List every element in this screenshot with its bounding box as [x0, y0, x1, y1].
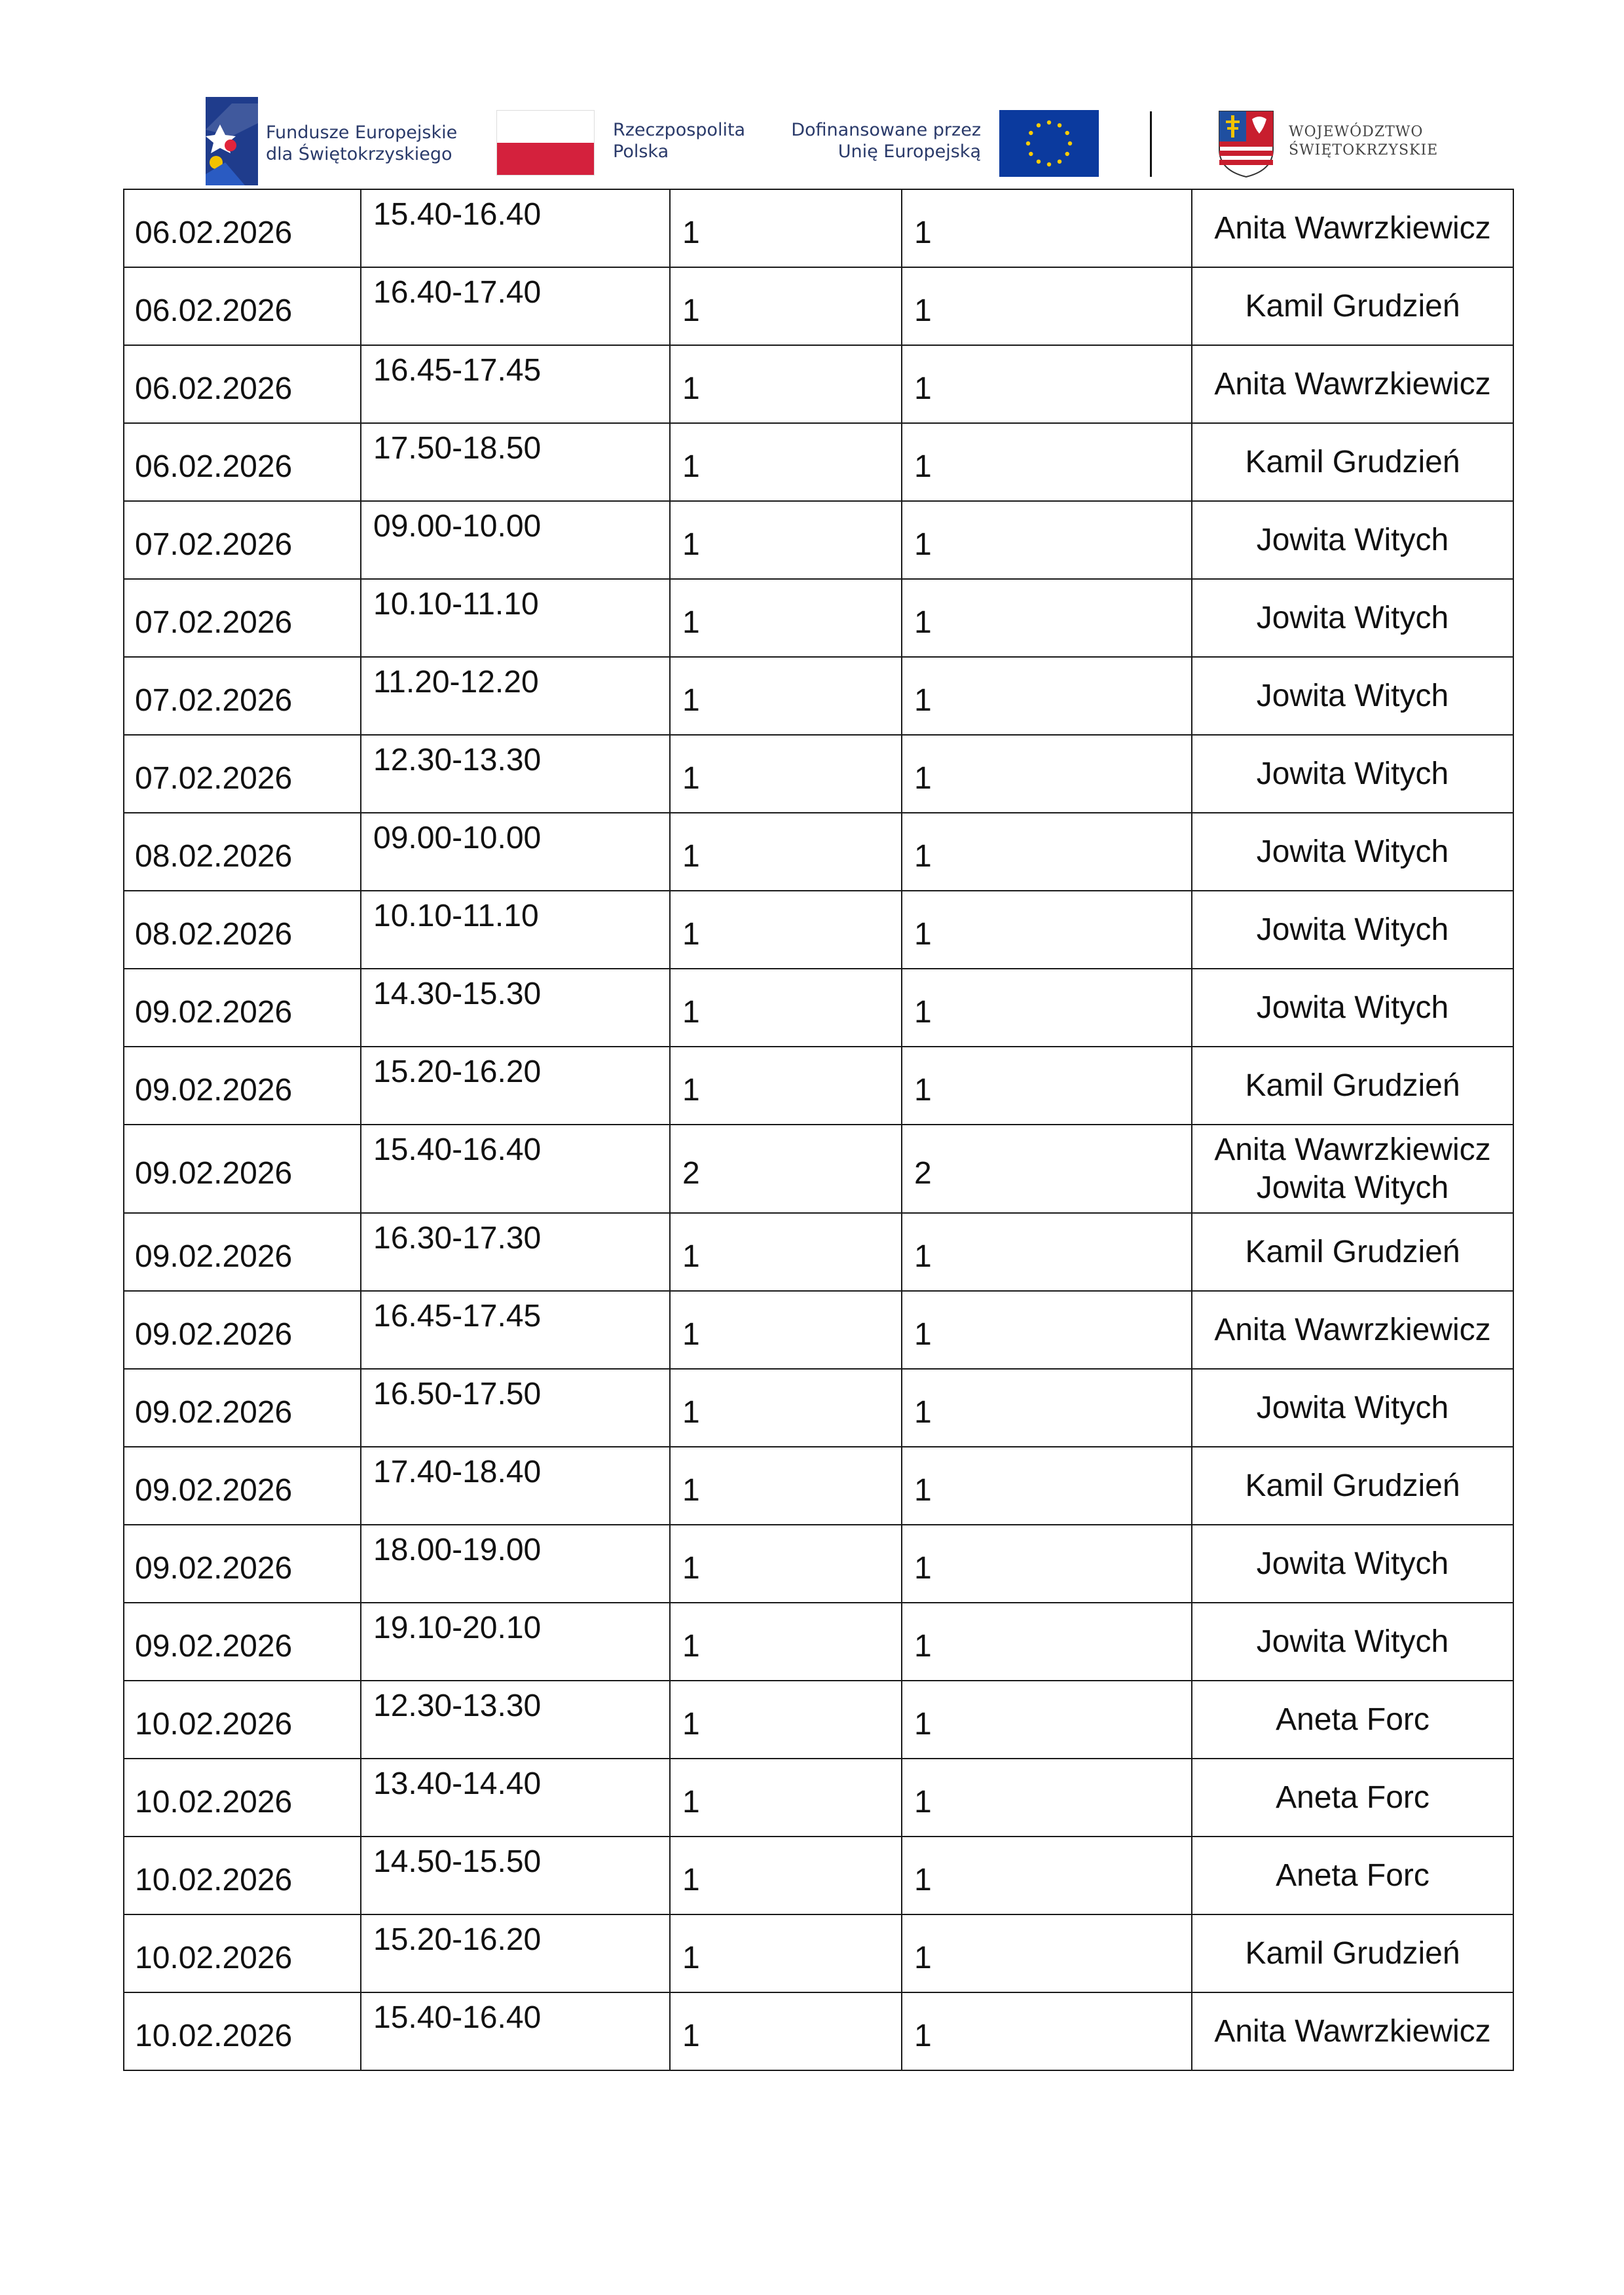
count-cell-1 [670, 1681, 902, 1759]
count-cell-1-text: 1 [682, 1239, 700, 1274]
wojewodztwo-swietokrzyskie-logo [1218, 110, 1441, 182]
ws-logo-line1: WOJEWÓDZTWO [1289, 124, 1424, 140]
time-cell [361, 1992, 670, 2070]
date-cell-text: 09.02.2026 [135, 1156, 293, 1191]
date-cell [124, 1369, 361, 1447]
time-cell [361, 1213, 670, 1291]
table-row [124, 501, 1513, 579]
time-cell [361, 501, 670, 579]
specialist-name: Kamil Grudzień [1245, 1935, 1460, 1971]
table-row [124, 813, 1513, 891]
time-cell-text: 16.45-17.45 [373, 353, 542, 388]
count-cell-2-text: 2 [914, 1156, 932, 1191]
table-row [124, 1291, 1513, 1369]
time-cell [361, 657, 670, 735]
date-cell [124, 813, 361, 891]
date-cell-text: 07.02.2026 [135, 605, 293, 640]
specialist-cell [1192, 423, 1513, 501]
table-row [124, 735, 1513, 813]
specialist-cell [1192, 1125, 1513, 1213]
count-cell-2 [902, 189, 1192, 267]
time-cell-text: 12.30-13.30 [373, 1689, 542, 1723]
count-cell-1-text: 1 [682, 995, 700, 1030]
time-cell-text: 19.10-20.10 [373, 1611, 542, 1645]
count-cell-2 [902, 1369, 1192, 1447]
specialist-cell [1192, 657, 1513, 735]
count-cell-1-text: 1 [682, 839, 700, 874]
count-cell-1-text: 1 [682, 293, 700, 328]
table-row [124, 1837, 1513, 1914]
specialist-name: Jowita Witych [1256, 834, 1449, 869]
specialist-cell [1192, 1369, 1513, 1447]
fe-emblem-icon [206, 97, 258, 185]
date-cell [124, 1603, 361, 1681]
count-cell-1-text: 1 [682, 371, 700, 406]
time-cell [361, 345, 670, 423]
time-cell [361, 1914, 670, 1992]
specialist-cell [1192, 579, 1513, 657]
count-cell-2 [902, 1603, 1192, 1681]
specialist-name: Jowita Witych [1256, 1546, 1449, 1581]
specialist-cell [1192, 189, 1513, 267]
count-cell-2 [902, 969, 1192, 1047]
count-cell-1 [670, 813, 902, 891]
time-cell [361, 1047, 670, 1125]
count-cell-1-text: 1 [682, 1317, 700, 1352]
specialist-cell [1192, 1681, 1513, 1759]
table-row [124, 1047, 1513, 1125]
date-cell [124, 345, 361, 423]
logo-bar [196, 92, 1441, 190]
date-cell [124, 1125, 361, 1213]
time-cell-text: 18.00-19.00 [373, 1533, 542, 1567]
ws-logo-line2: ŚWIĘTOKRZYSKIE [1289, 142, 1439, 159]
date-cell-text: 08.02.2026 [135, 839, 293, 874]
count-cell-2 [902, 1759, 1192, 1837]
count-cell-2-text: 1 [914, 1785, 932, 1819]
count-cell-2-text: 1 [914, 527, 932, 562]
count-cell-1 [670, 189, 902, 267]
count-cell-1-text: 1 [682, 1707, 700, 1742]
count-cell-2-text: 1 [914, 293, 932, 328]
time-cell-text: 09.00-10.00 [373, 509, 542, 544]
specialist-cell [1192, 735, 1513, 813]
specialist-cell [1192, 891, 1513, 969]
specialist-cell [1192, 1525, 1513, 1603]
count-cell-1 [670, 267, 902, 345]
date-cell [124, 189, 361, 267]
time-cell [361, 1447, 670, 1525]
count-cell-1 [670, 735, 902, 813]
count-cell-1-text: 1 [682, 1395, 700, 1430]
time-cell [361, 1369, 670, 1447]
specialist-name: Anita Wawrzkiewicz [1214, 2013, 1491, 2049]
time-cell-text: 13.40-14.40 [373, 1766, 542, 1801]
time-cell-text: 15.40-16.40 [373, 1132, 542, 1167]
count-cell-2-text: 1 [914, 839, 932, 874]
table-row [124, 891, 1513, 969]
count-cell-1 [670, 1992, 902, 2070]
rp-logo-line2: Polska [613, 141, 669, 162]
eu-logo-line2: Unię Europejską [838, 141, 981, 162]
time-cell [361, 1291, 670, 1369]
rzeczpospolita-polska-logo [496, 110, 771, 182]
count-cell-1 [670, 969, 902, 1047]
specialist-name: Jowita Witych [1256, 1170, 1449, 1205]
time-cell [361, 579, 670, 657]
date-cell-text: 07.02.2026 [135, 527, 293, 562]
count-cell-1 [670, 1603, 902, 1681]
count-cell-1 [670, 1369, 902, 1447]
eu-flag-icon [999, 110, 1099, 177]
time-cell [361, 891, 670, 969]
specialist-cell [1192, 1291, 1513, 1369]
date-cell [124, 267, 361, 345]
time-cell-text: 16.50-17.50 [373, 1377, 542, 1411]
table-row [124, 1914, 1513, 1992]
time-cell [361, 1837, 670, 1914]
time-cell [361, 423, 670, 501]
count-cell-2-text: 1 [914, 215, 932, 250]
count-cell-2-text: 1 [914, 449, 932, 484]
logo-separator [1150, 111, 1152, 177]
count-cell-2-text: 1 [914, 1239, 932, 1274]
time-cell [361, 813, 670, 891]
time-cell-text: 10.10-11.10 [373, 587, 539, 622]
count-cell-2-text: 1 [914, 1629, 932, 1664]
count-cell-1-text: 1 [682, 527, 700, 562]
rp-logo-text [613, 119, 745, 162]
count-cell-2 [902, 345, 1192, 423]
count-cell-1-text: 1 [682, 1785, 700, 1819]
date-cell [124, 1992, 361, 2070]
table-row [124, 657, 1513, 735]
count-cell-1 [670, 501, 902, 579]
table-row [124, 1681, 1513, 1759]
count-cell-2-text: 1 [914, 1707, 932, 1742]
time-cell [361, 1681, 670, 1759]
date-cell [124, 1914, 361, 1992]
date-cell-text: 09.02.2026 [135, 1073, 293, 1108]
count-cell-2 [902, 267, 1192, 345]
date-cell-text: 09.02.2026 [135, 1317, 293, 1352]
count-cell-2 [902, 1914, 1192, 1992]
date-cell-text: 08.02.2026 [135, 917, 293, 952]
count-cell-1-text: 1 [682, 1941, 700, 1975]
table-row [124, 267, 1513, 345]
count-cell-1-text: 1 [682, 215, 700, 250]
time-cell-text: 15.20-16.20 [373, 1922, 542, 1957]
specialist-name: Anita Wawrzkiewicz [1214, 210, 1491, 246]
count-cell-2 [902, 1047, 1192, 1125]
specialist-name: Kamil Grudzień [1245, 444, 1460, 479]
count-cell-2 [902, 1291, 1192, 1369]
time-cell-text: 14.50-15.50 [373, 1844, 542, 1879]
specialist-cell [1192, 1603, 1513, 1681]
specialist-cell [1192, 1914, 1513, 1992]
specialist-name: Kamil Grudzień [1245, 1234, 1460, 1269]
table-row [124, 345, 1513, 423]
count-cell-2 [902, 1992, 1192, 2070]
specialist-name: Jowita Witych [1256, 1390, 1449, 1425]
count-cell-2-text: 1 [914, 1473, 932, 1508]
count-cell-1 [670, 1525, 902, 1603]
count-cell-1 [670, 1837, 902, 1914]
count-cell-2-text: 1 [914, 1941, 932, 1975]
date-cell-text: 10.02.2026 [135, 1863, 293, 1897]
date-cell-text: 10.02.2026 [135, 2019, 293, 2053]
table-row [124, 579, 1513, 657]
specialist-name: Kamil Grudzień [1245, 1468, 1460, 1503]
date-cell [124, 1447, 361, 1525]
time-cell-text: 17.40-18.40 [373, 1455, 542, 1489]
count-cell-2-text: 1 [914, 1863, 932, 1897]
table-row [124, 189, 1513, 267]
count-cell-1-text: 1 [682, 605, 700, 640]
count-cell-1 [670, 345, 902, 423]
table-row [124, 423, 1513, 501]
time-cell [361, 1525, 670, 1603]
table-row [124, 1369, 1513, 1447]
count-cell-1-text: 2 [682, 1156, 700, 1191]
polish-flag-icon [496, 110, 595, 176]
count-cell-2 [902, 735, 1192, 813]
specialist-name: Jowita Witych [1256, 756, 1449, 791]
time-cell-text: 16.40-17.40 [373, 275, 542, 310]
specialist-cell [1192, 1047, 1513, 1125]
specialist-name: Aneta Forc [1276, 1702, 1430, 1737]
rp-logo-line1: Rzeczpospolita [613, 120, 746, 140]
time-cell [361, 969, 670, 1047]
schedule-table [123, 189, 1514, 2071]
count-cell-1-text: 1 [682, 917, 700, 952]
specialist-name: Anita Wawrzkiewicz [1214, 366, 1491, 401]
date-cell-text: 06.02.2026 [135, 371, 293, 406]
count-cell-1-text: 1 [682, 449, 700, 484]
count-cell-2 [902, 891, 1192, 969]
specialist-cell [1192, 501, 1513, 579]
specialist-name: Jowita Witych [1256, 990, 1449, 1025]
count-cell-1 [670, 1047, 902, 1125]
count-cell-2 [902, 423, 1192, 501]
time-cell [361, 1125, 670, 1213]
date-cell-text: 10.02.2026 [135, 1785, 293, 1819]
count-cell-2 [902, 1447, 1192, 1525]
count-cell-2 [902, 501, 1192, 579]
date-cell [124, 423, 361, 501]
time-cell-text: 15.40-16.40 [373, 197, 542, 232]
count-cell-2 [902, 1525, 1192, 1603]
ws-logo-text [1289, 123, 1438, 160]
time-cell-text: 14.30-15.30 [373, 977, 542, 1011]
specialist-cell [1192, 1759, 1513, 1837]
count-cell-2-text: 1 [914, 995, 932, 1030]
eu-logo-line1: Dofinansowane przez [791, 120, 981, 140]
count-cell-2 [902, 657, 1192, 735]
count-cell-1 [670, 1914, 902, 1992]
date-cell [124, 735, 361, 813]
count-cell-2-text: 1 [914, 605, 932, 640]
date-cell [124, 1213, 361, 1291]
time-cell-text: 16.45-17.45 [373, 1299, 542, 1334]
date-cell-text: 09.02.2026 [135, 995, 293, 1030]
specialist-cell [1192, 1837, 1513, 1914]
specialist-name: Jowita Witych [1256, 678, 1449, 713]
date-cell [124, 969, 361, 1047]
specialist-name: Anita Wawrzkiewicz [1214, 1132, 1491, 1167]
count-cell-2 [902, 1837, 1192, 1914]
count-cell-2-text: 1 [914, 761, 932, 796]
eu-cofinanced-logo [784, 110, 1099, 182]
specialist-name: Kamil Grudzień [1245, 288, 1460, 324]
count-cell-2-text: 1 [914, 2019, 932, 2053]
count-cell-1 [670, 423, 902, 501]
table-row [124, 1992, 1513, 2070]
specialist-name: Jowita Witych [1256, 912, 1449, 947]
date-cell [124, 1525, 361, 1603]
specialist-name: Aneta Forc [1276, 1780, 1430, 1815]
count-cell-1 [670, 1125, 902, 1213]
count-cell-1 [670, 1291, 902, 1369]
count-cell-1-text: 1 [682, 1629, 700, 1664]
date-cell-text: 06.02.2026 [135, 215, 293, 250]
table-row [124, 1525, 1513, 1603]
count-cell-1-text: 1 [682, 1073, 700, 1108]
date-cell-text: 09.02.2026 [135, 1473, 293, 1508]
count-cell-2-text: 1 [914, 1317, 932, 1352]
specialist-name: Anita Wawrzkiewicz [1214, 1312, 1491, 1347]
fe-logo-line1: Fundusze Europejskie [266, 122, 458, 143]
specialist-name: Jowita Witych [1256, 600, 1449, 635]
table-row [124, 1759, 1513, 1837]
specialist-cell [1192, 969, 1513, 1047]
date-cell-text: 10.02.2026 [135, 1707, 293, 1742]
time-cell-text: 10.10-11.10 [373, 899, 539, 933]
specialist-cell [1192, 267, 1513, 345]
specialist-name: Kamil Grudzień [1245, 1068, 1460, 1103]
time-cell-text: 17.50-18.50 [373, 431, 542, 466]
time-cell [361, 189, 670, 267]
date-cell [124, 579, 361, 657]
fe-logo-text [266, 122, 457, 165]
time-cell-text: 09.00-10.00 [373, 821, 542, 855]
date-cell-text: 09.02.2026 [135, 1629, 293, 1664]
date-cell-text: 07.02.2026 [135, 761, 293, 796]
count-cell-1-text: 1 [682, 1863, 700, 1897]
specialist-cell [1192, 1992, 1513, 2070]
count-cell-2-text: 1 [914, 1551, 932, 1586]
specialist-name: Jowita Witych [1256, 1624, 1449, 1659]
count-cell-2-text: 1 [914, 683, 932, 718]
date-cell [124, 1047, 361, 1125]
specialist-name: Aneta Forc [1276, 1857, 1430, 1893]
time-cell-text: 11.20-12.20 [373, 665, 539, 700]
specialist-name: Jowita Witych [1256, 522, 1449, 557]
date-cell-text: 09.02.2026 [135, 1551, 293, 1586]
table-row [124, 1213, 1513, 1291]
count-cell-2 [902, 1681, 1192, 1759]
count-cell-2 [902, 1125, 1192, 1213]
count-cell-2 [902, 579, 1192, 657]
date-cell [124, 657, 361, 735]
count-cell-1 [670, 1447, 902, 1525]
time-cell [361, 267, 670, 345]
table-row [124, 1125, 1513, 1213]
date-cell-text: 06.02.2026 [135, 293, 293, 328]
count-cell-1-text: 1 [682, 2019, 700, 2053]
count-cell-2 [902, 1213, 1192, 1291]
count-cell-1 [670, 579, 902, 657]
specialist-cell [1192, 813, 1513, 891]
specialist-cell [1192, 345, 1513, 423]
date-cell-text: 09.02.2026 [135, 1395, 293, 1430]
count-cell-2-text: 1 [914, 1395, 932, 1430]
date-cell [124, 1681, 361, 1759]
time-cell [361, 1603, 670, 1681]
count-cell-2-text: 1 [914, 917, 932, 952]
swietokrzyskie-crest-icon [1218, 110, 1274, 178]
time-cell-text: 15.20-16.20 [373, 1054, 542, 1089]
time-cell [361, 735, 670, 813]
date-cell [124, 1837, 361, 1914]
specialist-cell [1192, 1447, 1513, 1525]
time-cell-text: 16.30-17.30 [373, 1221, 542, 1256]
date-cell [124, 1759, 361, 1837]
table-row [124, 1603, 1513, 1681]
count-cell-2-text: 1 [914, 371, 932, 406]
schedule-table-body [124, 189, 1513, 2070]
specialist-cell [1192, 1213, 1513, 1291]
eu-logo-text [791, 119, 981, 162]
count-cell-1 [670, 657, 902, 735]
table-row [124, 1447, 1513, 1525]
date-cell [124, 501, 361, 579]
date-cell-text: 07.02.2026 [135, 683, 293, 718]
time-cell-text: 15.40-16.40 [373, 2000, 542, 2035]
count-cell-1-text: 1 [682, 1551, 700, 1586]
date-cell-text: 10.02.2026 [135, 1941, 293, 1975]
time-cell-text: 12.30-13.30 [373, 743, 542, 777]
date-cell-text: 09.02.2026 [135, 1239, 293, 1274]
count-cell-1 [670, 1759, 902, 1837]
count-cell-2 [902, 813, 1192, 891]
date-cell-text: 06.02.2026 [135, 449, 293, 484]
date-cell [124, 1291, 361, 1369]
count-cell-1-text: 1 [682, 761, 700, 796]
count-cell-1 [670, 891, 902, 969]
count-cell-2-text: 1 [914, 1073, 932, 1108]
date-cell [124, 891, 361, 969]
count-cell-1-text: 1 [682, 1473, 700, 1508]
table-row [124, 969, 1513, 1047]
count-cell-1-text: 1 [682, 683, 700, 718]
time-cell [361, 1759, 670, 1837]
count-cell-1 [670, 1213, 902, 1291]
fe-logo-line2: dla Świętokrzyskiego [266, 144, 452, 164]
